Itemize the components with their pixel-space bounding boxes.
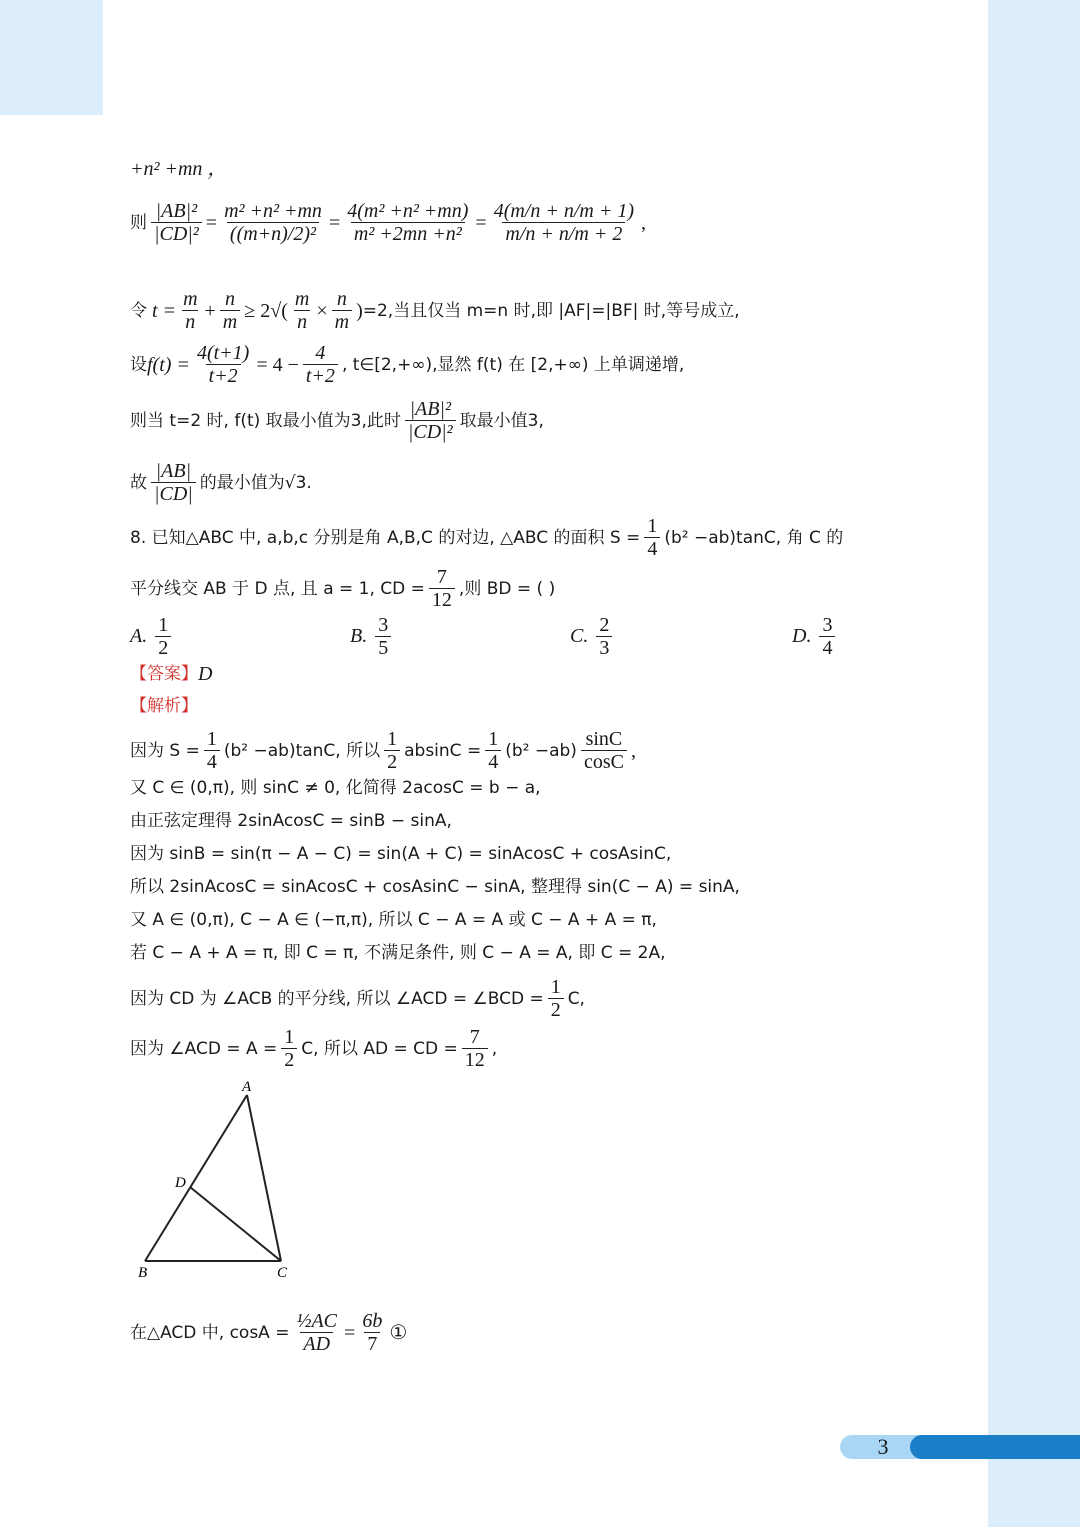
fraction: $\frac{\text{|AB|²}}{\text{|CD|²}}$ [151, 200, 202, 245]
page-number-bar [840, 1435, 1080, 1459]
question-line: 8. 已知△ABC 中, a,b,c 分别是角 A,B,C 的对边, △ABC 的面积 S = $\frac{1}{4}$ (b² −ab)tanC, 角 C 的 [130, 515, 844, 560]
analysis-line: 因为 CD 为 ∠ACB 的平分线, 所以 ∠ACD = ∠BCD = $\frac{1}{2}$ C, [130, 976, 585, 1021]
right-margin-band [988, 0, 1080, 1527]
text-line: +n² +mn ， [130, 158, 228, 180]
analysis-line: 又 C ∈ (0,π), 则 sinC ≠ 0, 化简得 2acosC = b − a, [130, 778, 541, 798]
analysis-line: 因为 S = $\frac{1}{4}$ (b² −ab)tanC, 所以 $\frac{1}{2}$ absinC = $\frac{1}{4}$ (b² −ab) $\frac{\sin C}{\cos C}$ , [130, 728, 636, 773]
option-b[interactable]: B. $\frac{3}{5}$ [350, 614, 395, 659]
fraction: $\frac{4(m/n + n/m + 1)}{m/n + n/m + 2}$ [493, 200, 635, 245]
option-c[interactable]: C. $\frac{2}{3}$ [570, 614, 616, 659]
analysis-label: 【解析】 [130, 696, 198, 716]
analysis-line: 因为 sinB = sin(π − A − C) = sin(A + C) = sinAcosC + cosAsinC, [130, 844, 672, 864]
equation-line: 令 t = $\frac{m}{n}$ + $\frac{n}{m}$ ≥ 2√( $\frac{m}{n}$ × $\frac{n}{m}$ ) =2,当且仅当 m=n 时,即 |AF|=|BF| 时,等号成立, [130, 288, 740, 333]
analysis-line: 所以 2sinAcosC = sinAcosC + cosAsinC − sinA, 整理得 sin(C − A) = sinA, [130, 877, 740, 897]
answer-value: D [198, 663, 213, 685]
label-d: D [175, 1175, 186, 1191]
option-d[interactable]: D. $\frac{3}{4}$ [792, 614, 839, 659]
analysis-heading [130, 692, 198, 720]
page-number: 3 [877, 1434, 889, 1459]
equation-line: 则 $\frac{\text{|AB|²}}{\text{|CD|²}}$ = $\frac{\text{m² +n² +mn}}{\text{((m+n)/2)²}}$ = $\frac{\text{4(m² +n² +mn)}}{\text{m² +2mn +n²}}$ = $\frac{4(m/n + n/m + 1)}{m/n + n/m + 2}$ , [130, 200, 647, 245]
triangle-figure [130, 1075, 300, 1285]
label-b: B [138, 1265, 148, 1281]
answer-line [130, 660, 212, 688]
option-a[interactable]: A. $\frac{1}{2}$ [130, 614, 175, 659]
side-ab [145, 1095, 247, 1261]
answer-label: 【答案】 [130, 664, 198, 684]
fraction: $\frac{\text{m² +n² +mn}}{\text{((m+n)/2)²}}$ [224, 200, 322, 245]
analysis-line: 因为 ∠ACD = A = $\frac{1}{2}$ C, 所以 AD = CD = $\frac{7}{12}$ , [130, 1026, 498, 1071]
side-ac [247, 1095, 281, 1261]
corner-decoration [0, 0, 103, 115]
question-line: 平分线交 AB 于 D 点, 且 a = 1, CD = $\frac{7}{12}$ ,则 BD = ( ) [130, 566, 556, 611]
equation-line: 故 $\frac{|AB|}{|CD|}$ 的最小值为√3. [130, 460, 312, 505]
equation-line: 则当 t=2 时, f(t) 取最小值为3,此时 $\frac{\text{|AB|²}}{\text{|CD|²}}$ 取最小值3, [130, 398, 544, 443]
equation-line: 设 f(t) = $\frac{4(t+1)}{t+2}$ = 4 − $\frac{4}{t+2}$ , t∈[2,+∞),显然 f(t) 在 [2,+∞) 上单调递增, [130, 342, 685, 387]
page-number-band [910, 1435, 1080, 1459]
label-a: A [242, 1079, 252, 1095]
fraction: $\frac{\text{4(m² +n² +mn)}}{\text{m² +2mn +n²}}$ [347, 200, 469, 245]
analysis-line: 又 A ∈ (0,π), C − A ∈ (−π,π), 所以 C − A = A 或 C − A + A = π, [130, 910, 657, 930]
analysis-line: 若 C − A + A = π, 即 C = π, 不满足条件, 则 C − A = A, 即 C = 2A, [130, 943, 666, 963]
label-c: C [277, 1265, 288, 1281]
analysis-line: 由正弦定理得 2sinAcosC = sinB − sinA, [130, 811, 452, 831]
analysis-line: 在△ACD 中, cosA = $\frac{\text{½AC}}{AD}$ = $\frac{6b}{7}$ ① [130, 1310, 408, 1355]
